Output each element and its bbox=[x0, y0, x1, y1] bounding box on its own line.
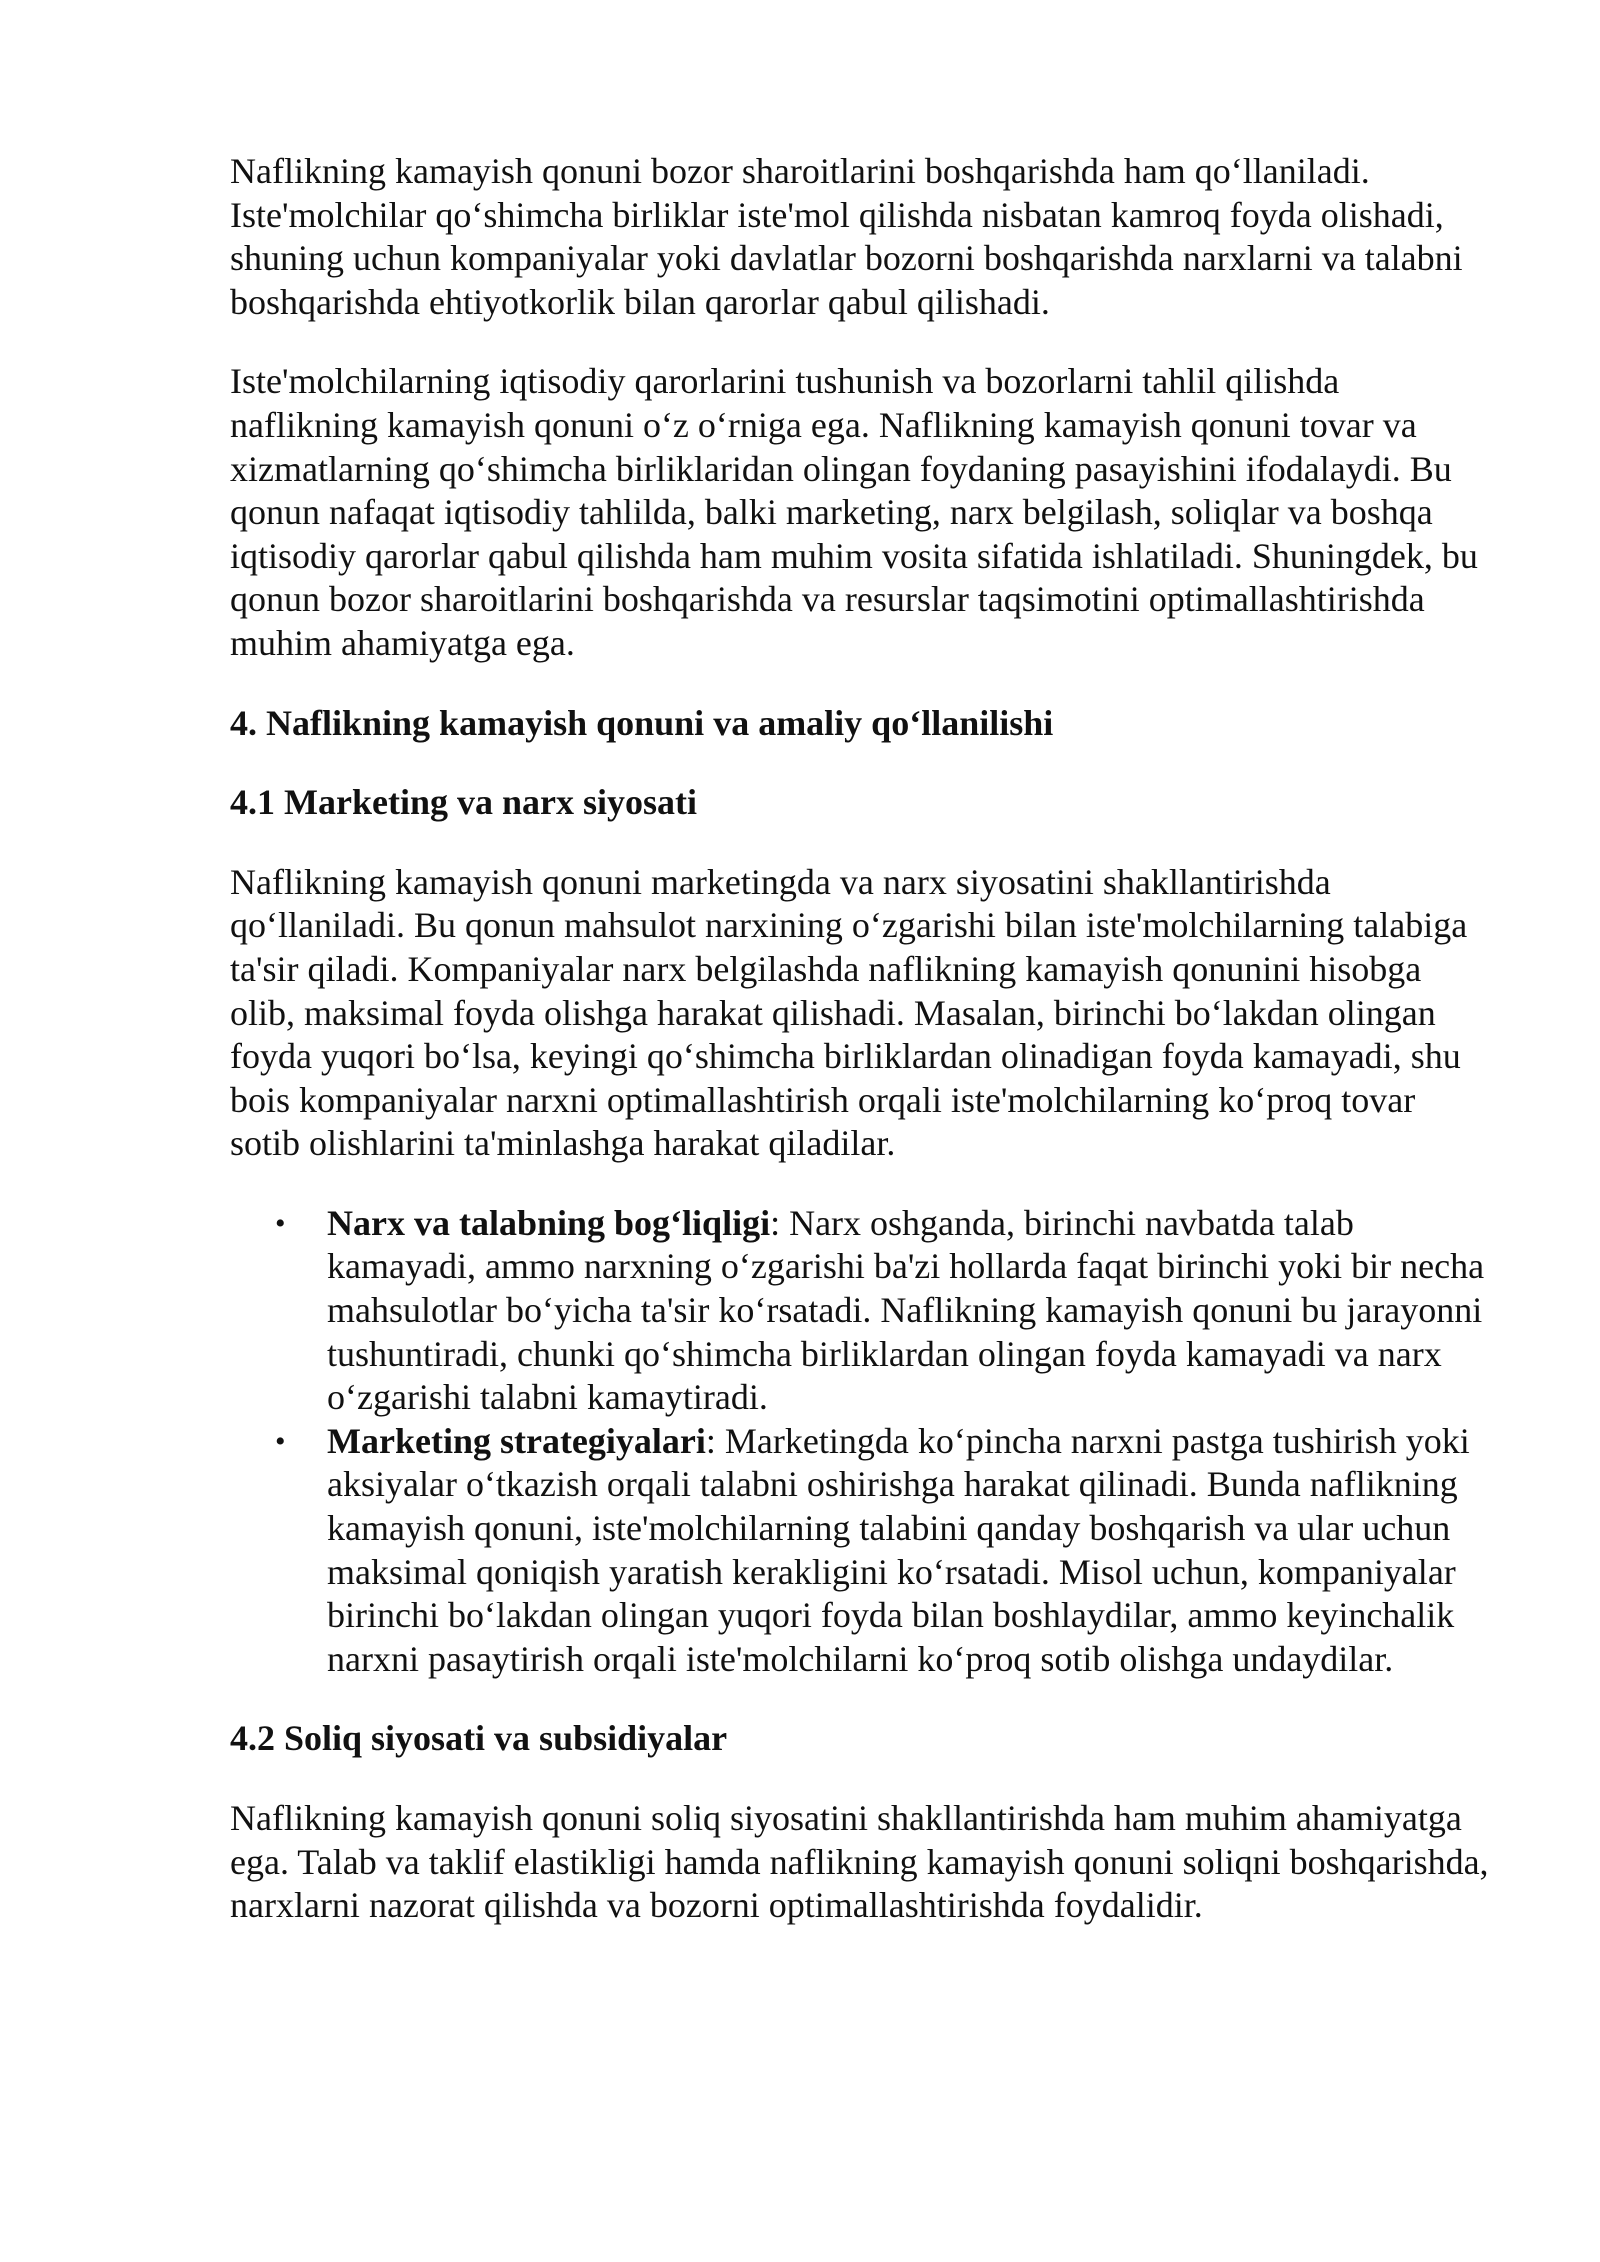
list-item bbox=[275, 1202, 1490, 1420]
bullet-text: : Narx oshganda, birinchi navbatda talab kamayadi, ammo narxning o‘zgarishi ba'zi hollarda faqat birinchi yoki bir necha mahsulotlar bo‘yicha ta'sir ko‘rsatadi. Naflikning kamayish qonuni bu jarayonni tushuntiradi, chunki qo‘shimcha birliklardan olingan foyda kamayadi va narx o‘zgarishi talabni kamaytiradi. bbox=[327, 1202, 1485, 1418]
paragraph-marketing-pricing: Naflikning kamayish qonuni marketingda va narx siyosatini shakllantirishda qo‘llaniladi. Bu qonun mahsulot narxining o‘zgarishi bilan iste'molchilarning talabiga ta'sir qiladi. Kompaniyalar narx belgilashda naflikning kamayish qonunini hisobga olib, maksimal foyda olishga harakat qilishadi. Masalan, birinchi bo‘lakdan olingan foyda yuqori bo‘lsa, keyingi qo‘shimcha birliklardan olinadigan foyda kamayadi, shu bois kompaniyalar narxni optimallashtirish orqali iste'molchilarning ko‘proq tovar sotib olishlarini ta'minlashga harakat qiladilar. bbox=[230, 861, 1468, 1164]
bullet-term: Narx va talabning bog‘liqligi bbox=[327, 1202, 771, 1243]
list-item bbox=[275, 1420, 1490, 1682]
bullet-marker: • bbox=[275, 1206, 286, 1240]
subsection-heading-4-2: 4.2 Soliq siyosati va subsidiyalar bbox=[230, 1718, 728, 1759]
paragraph-market-conditions: Naflikning kamayish qonuni bozor sharoitlarini boshqarishda ham qo‘llaniladi. Iste'molchilar qo‘shimcha birliklar iste'mol qilishda nisbatan kamroq foyda olishadi, shuning uchun kompaniyalar yoki davlatlar bozorni boshqarishda narxlarni va talabni boshqarishda ehtiyotkorlik bilan qarorlar qabul qilishadi. bbox=[230, 151, 1463, 322]
subsection-heading-4-1: 4.1 Marketing va narx siyosati bbox=[230, 782, 697, 823]
paragraph-tax-policy: Naflikning kamayish qonuni soliq siyosatini shakllantirishda ham muhim ahamiyatga ega. Talab va taklif elastikligi hamda naflikning kamayish qonuni soliqni boshqarishda, narxlarni nazorat qilishda va bozorni optimallashtirishda foydalidir. bbox=[230, 1798, 1489, 1926]
document-page bbox=[230, 150, 1490, 1964]
paragraph-consumer-decisions: Iste'molchilarning iqtisodiy qarorlarini tushunish va bozorlarni tahlil qilishda naflikning kamayish qonuni o‘z o‘rniga ega. Naflikning kamayish qonuni tovar va xizmatlarning qo‘shimcha birliklaridan olingan foydaning pasayishini ifodalaydi. Bu qonun nafaqat iqtisodiy tahlilda, balki marketing, narx belgilash, soliqlar va boshqa iqtisodiy qarorlar qabul qilishda ham muhim vosita sifatida ishlatiladi. Shuningdek, bu qonun bozor sharoitlarini boshqarishda va resurslar taqsimotini optimallashtirishda muhim ahamiyatga ega. bbox=[230, 361, 1478, 663]
bullet-marker: • bbox=[275, 1424, 286, 1458]
bullet-text: : Marketingda ko‘pincha narxni pastga tushirish yoki aksiyalar o‘tkazish orqali talabni oshirishga harakat qilinadi. Bunda naflikning kamayish qonuni, iste'molchilarning talabini qanday boshqarish va ular uchun maksimal qoniqish yaratish kerakligini ko‘rsatadi. Misol uchun, kompaniyalar birinchi bo‘lakdan olingan yuqori foyda bilan boshlaydilar, ammo keyinchalik narxni pasaytirish orqali iste'molchilarni ko‘proq sotib olishga undaydilar. bbox=[327, 1420, 1470, 1679]
bullet-list bbox=[230, 1202, 1490, 1682]
bullet-term: Marketing strategiyalari bbox=[327, 1420, 706, 1461]
section-heading-4: 4. Naflikning kamayish qonuni va amaliy qo‘llanilishi bbox=[230, 702, 1054, 743]
